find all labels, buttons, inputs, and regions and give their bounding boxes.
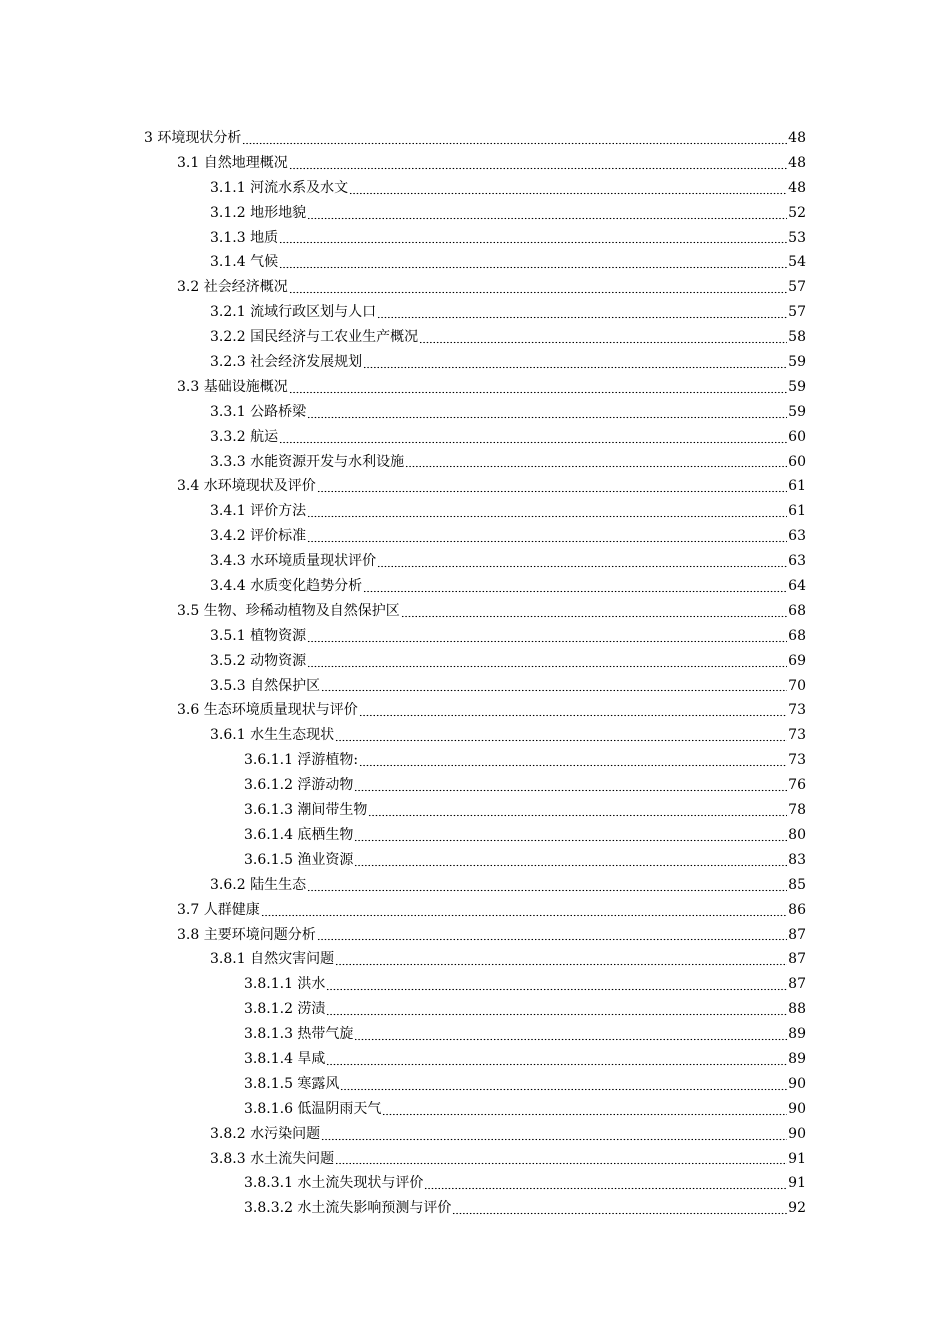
toc-entry-title: 3.4.1 评价方法 (210, 503, 307, 520)
toc-entry-page-number: 48 (788, 179, 806, 196)
toc-dot-leader (359, 757, 787, 767)
toc-entry-title: 3.5.1 植物资源 (210, 627, 307, 644)
toc-dot-leader (363, 359, 787, 369)
toc-entry[interactable] (144, 848, 806, 873)
toc-entry-page-number: 89 (788, 1050, 806, 1067)
toc-entry-title: 3.8.1.4 旱咸 (244, 1050, 326, 1067)
toc-entry-title: 3.1 自然地理概况 (177, 154, 288, 171)
toc-entry-page-number: 63 (788, 553, 806, 570)
toc-entry-page-number: 87 (788, 951, 806, 968)
toc-entry[interactable] (144, 923, 806, 948)
toc-dot-leader (317, 483, 787, 493)
toc-entry-title: 3.6.1.5 渔业资源 (244, 851, 354, 868)
toc-entry-title: 3.6.1.4 底栖生物 (244, 826, 354, 843)
toc-entry[interactable] (144, 400, 806, 425)
toc-entry-title: 3.8 主要环境问题分析 (177, 926, 316, 943)
toc-dot-leader (279, 234, 787, 244)
toc-dot-leader (340, 1081, 787, 1091)
toc-dot-leader (321, 1131, 787, 1141)
toc-entry-title: 3.5 生物、珍稀动植物及自然保护区 (177, 602, 400, 619)
toc-entry[interactable] (144, 450, 806, 475)
toc-entry-page-number: 64 (788, 578, 806, 595)
toc-entry-title: 3.7 人群健康 (177, 901, 260, 918)
toc-entry[interactable] (144, 1022, 806, 1047)
toc-dot-leader (452, 1205, 787, 1215)
toc-entry-page-number: 60 (788, 428, 806, 445)
toc-entry-title: 3.8.3.2 水土流失影响预测与评价 (244, 1200, 452, 1217)
toc-entry-page-number: 91 (788, 1150, 806, 1167)
toc-entry-title: 3.6.1 水生生态现状 (210, 727, 335, 744)
toc-entry[interactable] (144, 126, 806, 151)
toc-entry[interactable] (144, 275, 806, 300)
toc-entry-page-number: 48 (788, 154, 806, 171)
toc-entry[interactable] (144, 823, 806, 848)
toc-entry-page-number: 76 (788, 777, 806, 794)
toc-entry-page-number: 54 (788, 254, 806, 271)
toc-entry[interactable] (144, 773, 806, 798)
toc-dot-leader (317, 931, 787, 941)
toc-entry-page-number: 85 (788, 876, 806, 893)
toc-entry-title: 3.2.3 社会经济发展规划 (210, 354, 363, 371)
toc-entry[interactable] (144, 649, 806, 674)
toc-entry-title: 3.8.1.2 涝渍 (244, 1001, 326, 1018)
toc-entry-title: 3.5.3 自然保护区 (210, 677, 321, 694)
toc-dot-leader (424, 1180, 787, 1190)
toc-entry-page-number: 58 (788, 329, 806, 346)
toc-entry[interactable] (144, 698, 806, 723)
toc-entry-page-number: 80 (788, 826, 806, 843)
toc-entry-page-number: 57 (788, 304, 806, 321)
toc-entry-page-number: 73 (788, 727, 806, 744)
toc-entry-page-number: 73 (788, 752, 806, 769)
toc-entry-page-number: 89 (788, 1026, 806, 1043)
toc-entry-title: 3.4.3 水环境质量现状评价 (210, 553, 377, 570)
toc-entry-title: 3.8.1.1 洪水 (244, 976, 326, 993)
table-of-contents (144, 126, 806, 1221)
toc-entry-title: 3.1.2 地形地貌 (210, 204, 307, 221)
toc-entry-title: 3.2.2 国民经济与工农业生产概况 (210, 329, 419, 346)
toc-entry-title: 3.6.1.1 浮游植物: (244, 752, 359, 769)
toc-entry-page-number: 87 (788, 926, 806, 943)
toc-dot-leader (326, 981, 787, 991)
toc-entry-title: 3.3.1 公路桥梁 (210, 403, 307, 420)
toc-dot-leader (349, 185, 787, 195)
toc-dot-leader (289, 284, 787, 294)
toc-dot-leader (307, 210, 787, 220)
toc-dot-leader (289, 384, 787, 394)
toc-entry-page-number: 83 (788, 851, 806, 868)
toc-entry-title: 3.1.1 河流水系及水文 (210, 179, 349, 196)
toc-dot-leader (382, 1106, 787, 1116)
toc-entry[interactable] (144, 798, 806, 823)
toc-dot-leader (321, 682, 787, 692)
toc-dot-leader (377, 309, 787, 319)
toc-entry-title: 3.8.3.1 水土流失现状与评价 (244, 1175, 424, 1192)
toc-entry-title: 3.8.1.3 热带气旋 (244, 1026, 354, 1043)
toc-entry-title: 3.8.2 水污染问题 (210, 1125, 321, 1142)
toc-dot-leader (307, 633, 787, 643)
toc-entry-page-number: 61 (788, 503, 806, 520)
toc-dot-leader (335, 956, 787, 966)
toc-entry-title: 3.4 水环境现状及评价 (177, 478, 316, 495)
toc-entry-title: 3.6.1.2 浮游动物 (244, 777, 354, 794)
toc-entry-page-number: 78 (788, 802, 806, 819)
toc-entry-page-number: 52 (788, 204, 806, 221)
toc-dot-leader (242, 135, 787, 145)
toc-dot-leader (279, 259, 787, 269)
toc-entry[interactable] (144, 873, 806, 898)
toc-entry-page-number: 63 (788, 528, 806, 545)
toc-entry[interactable] (144, 972, 806, 997)
toc-entry[interactable] (144, 549, 806, 574)
toc-entry-page-number: 91 (788, 1175, 806, 1192)
toc-entry-page-number: 86 (788, 901, 806, 918)
toc-entry[interactable] (144, 947, 806, 972)
toc-dot-leader (289, 160, 787, 170)
toc-entry-title: 3.5.2 动物资源 (210, 652, 307, 669)
toc-dot-leader (326, 1006, 787, 1016)
toc-dot-leader (377, 558, 787, 568)
toc-entry[interactable] (144, 723, 806, 748)
toc-entry[interactable] (144, 997, 806, 1022)
toc-dot-leader (363, 583, 787, 593)
toc-entry-title: 3.8.1 自然灾害问题 (210, 951, 335, 968)
toc-entry[interactable] (144, 674, 806, 699)
toc-entry-page-number: 61 (788, 478, 806, 495)
toc-entry[interactable] (144, 300, 806, 325)
toc-entry-page-number: 90 (788, 1100, 806, 1117)
toc-dot-leader (419, 334, 787, 344)
toc-entry-page-number: 59 (788, 354, 806, 371)
toc-entry-page-number: 68 (788, 627, 806, 644)
toc-entry[interactable] (144, 226, 806, 251)
toc-entry-title: 3 环境现状分析 (144, 130, 242, 146)
toc-entry-title: 3.1.3 地质 (210, 229, 279, 246)
toc-entry[interactable] (144, 250, 806, 275)
toc-entry-title: 3.8.1.5 寒露风 (244, 1075, 340, 1092)
toc-dot-leader (261, 907, 787, 917)
toc-entry[interactable] (144, 425, 806, 450)
toc-entry[interactable] (144, 1171, 806, 1196)
toc-dot-leader (401, 608, 787, 618)
toc-entry-title: 3.8.1.6 低温阴雨天气 (244, 1100, 382, 1117)
toc-dot-leader (307, 533, 787, 543)
toc-entry-page-number: 87 (788, 976, 806, 993)
toc-entry-page-number: 88 (788, 1001, 806, 1018)
toc-entry[interactable] (144, 898, 806, 923)
toc-dot-leader (307, 658, 787, 668)
toc-entry[interactable] (144, 574, 806, 599)
toc-entry-title: 3.8.3 水土流失问题 (210, 1150, 335, 1167)
toc-entry[interactable] (144, 325, 806, 350)
toc-entry-title: 3.6.2 陆生生态 (210, 876, 307, 893)
toc-entry[interactable] (144, 748, 806, 773)
toc-entry[interactable] (144, 1097, 806, 1122)
toc-entry[interactable] (144, 1196, 806, 1221)
toc-entry-title: 3.6.1.3 潮间带生物 (244, 802, 368, 819)
toc-dot-leader (354, 782, 787, 792)
toc-entry-title: 3.3.3 水能资源开发与水利设施 (210, 453, 405, 470)
toc-dot-leader (307, 508, 787, 518)
toc-entry-title: 3.3 基础设施概况 (177, 378, 288, 395)
toc-entry[interactable] (144, 1147, 806, 1172)
toc-dot-leader (354, 857, 787, 867)
toc-entry-page-number: 90 (788, 1125, 806, 1142)
toc-entry-title: 3.3.2 航运 (210, 428, 279, 445)
toc-dot-leader (335, 732, 787, 742)
toc-entry-page-number: 69 (788, 652, 806, 669)
toc-entry-page-number: 59 (788, 378, 806, 395)
toc-dot-leader (405, 458, 787, 468)
toc-entry[interactable] (144, 1122, 806, 1147)
toc-entry[interactable] (144, 524, 806, 549)
toc-dot-leader (326, 1056, 787, 1066)
toc-entry-page-number: 70 (788, 677, 806, 694)
toc-entry[interactable] (144, 624, 806, 649)
toc-entry-title: 3.2 社会经济概况 (177, 279, 288, 296)
toc-entry[interactable] (144, 201, 806, 226)
toc-entry[interactable] (144, 350, 806, 375)
toc-dot-leader (354, 1031, 787, 1041)
toc-dot-leader (354, 832, 787, 842)
toc-entry-page-number: 60 (788, 453, 806, 470)
toc-entry-page-number: 57 (788, 279, 806, 296)
toc-dot-leader (307, 882, 787, 892)
toc-entry-page-number: 68 (788, 602, 806, 619)
toc-entry-page-number: 48 (788, 130, 806, 146)
toc-entry-title: 3.4.4 水质变化趋势分析 (210, 578, 363, 595)
toc-entry-page-number: 90 (788, 1075, 806, 1092)
toc-dot-leader (359, 707, 787, 717)
toc-entry-title: 3.2.1 流域行政区划与人口 (210, 304, 377, 321)
toc-entry-page-number: 92 (788, 1200, 806, 1217)
toc-entry[interactable] (144, 599, 806, 624)
toc-entry-title: 3.1.4 气候 (210, 254, 279, 271)
toc-entry[interactable] (144, 375, 806, 400)
toc-entry[interactable] (144, 1047, 806, 1072)
toc-dot-leader (335, 1155, 787, 1165)
toc-entry[interactable] (144, 499, 806, 524)
toc-entry-page-number: 53 (788, 229, 806, 246)
toc-entry-title: 3.6 生态环境质量现状与评价 (177, 702, 358, 719)
toc-entry[interactable] (144, 151, 806, 176)
toc-dot-leader (368, 807, 787, 817)
toc-entry-title: 3.4.2 评价标准 (210, 528, 307, 545)
toc-entry[interactable] (144, 1072, 806, 1097)
toc-entry[interactable] (144, 176, 806, 201)
toc-dot-leader (307, 409, 787, 419)
toc-dot-leader (279, 434, 787, 444)
toc-entry-page-number: 59 (788, 403, 806, 420)
toc-entry[interactable] (144, 474, 806, 499)
toc-entry-page-number: 73 (788, 702, 806, 719)
